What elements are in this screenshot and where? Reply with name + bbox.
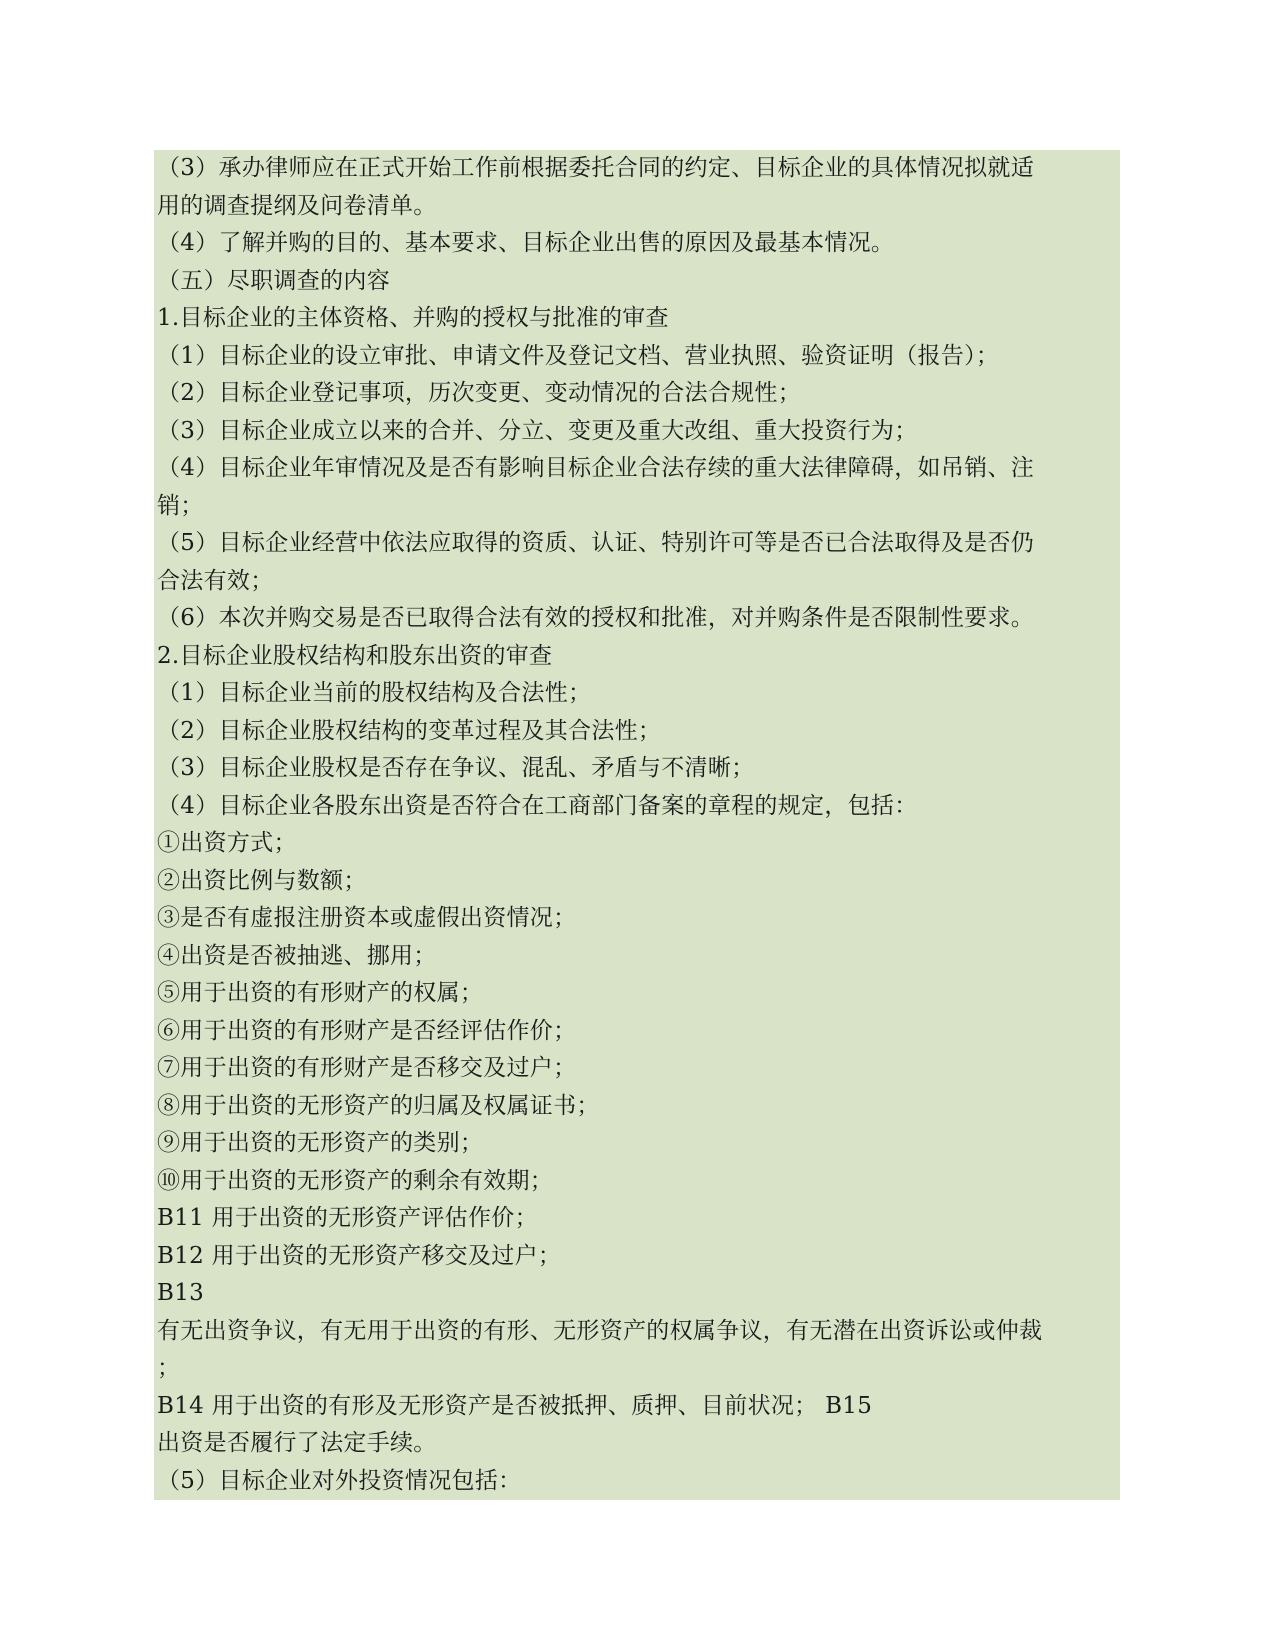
text-line: ⑨用于出资的无形资产的类别；: [157, 1130, 484, 1156]
text-line: ⑩用于出资的无形资产的剩余有效期；: [157, 1167, 554, 1194]
text-line: ④出资是否被抽逃、挪用；: [157, 942, 437, 969]
text-line: （4）了解并购的目的、基本要求、目标企业出售的原因及最基本情况。: [157, 230, 895, 256]
text-line: B12 用于出资的无形资产移交及过户；: [157, 1242, 562, 1269]
text-line: （4）目标企业年审情况及是否有影响目标企业合法存续的重大法律障碍，如吊销、注: [157, 455, 1035, 481]
text-line: ③是否有虚报注册资本或虚假出资情况；: [157, 905, 577, 931]
text-line: （4）目标企业各股东出资是否符合在工商部门备案的章程的规定，包括：: [157, 792, 918, 819]
text-line: ⑥用于出资的有形财产是否经评估作价；: [157, 1017, 577, 1044]
text-line: （6）本次并购交易是否已取得合法有效的授权和批准，对并购条件是否限制性要求。: [157, 605, 1035, 631]
text-line: ⑤用于出资的有形财产的权属；: [157, 980, 484, 1006]
text-line: （3）目标企业成立以来的合并、分立、变更及重大改组、重大投资行为；: [157, 417, 918, 444]
text-line: ；: [157, 1355, 181, 1381]
text-line: 出资是否履行了法定手续。: [157, 1430, 437, 1456]
text-line: （五）尽职调查的内容: [157, 267, 390, 294]
text-line: 有无出资争议，有无用于出资的有形、无形资产的权属争议，有无潜在出资诉讼或仲裁: [157, 1317, 1043, 1344]
document-body: [157, 150, 1117, 1500]
text-line: （5）目标企业对外投资情况包括：: [157, 1467, 522, 1494]
text-line: （1）目标企业的设立审批、申请文件及登记文档、营业执照、验资证明（报告）；: [157, 342, 1000, 369]
text-line: ⑦用于出资的有形财产是否移交及过户；: [157, 1055, 577, 1081]
text-line: （2）目标企业登记事项，历次变更、变动情况的合法合规性；: [157, 380, 802, 406]
text-line: ①出资方式；: [157, 830, 297, 856]
text-line: （3）承办律师应在正式开始工作前根据委托合同的约定、目标企业的具体情况拟就适: [157, 155, 1035, 181]
text-line: ⑧用于出资的无形资产的归属及权属证书；: [157, 1092, 600, 1119]
text-line: B14 用于出资的有形及无形资产是否被抵押、质押、目前状况； B15: [157, 1392, 873, 1419]
text-line: （3）目标企业股权是否存在争议、混乱、矛盾与不清晰；: [157, 755, 755, 781]
text-line: B13: [157, 1280, 205, 1306]
text-line: （5）目标企业经营中依法应取得的资质、认证、特别许可等是否已合法取得及是否仍: [157, 530, 1035, 556]
text-line: （1）目标企业当前的股权结构及合法性；: [157, 680, 592, 706]
text-line: 用的调查提纲及问卷清单。: [157, 192, 437, 219]
text-line: 合法有效；: [157, 567, 274, 594]
text-line: ②出资比例与数额；: [157, 867, 367, 894]
text-line: （2）目标企业股权结构的变革过程及其合法性；: [157, 717, 662, 744]
text-line: B11 用于出资的无形资产评估作价；: [157, 1205, 538, 1231]
text-line: 销；: [157, 492, 204, 519]
text-line: 2.目标企业股权结构和股东出资的审查: [157, 642, 553, 669]
text-line: 1.目标企业的主体资格、并购的授权与批准的审查: [157, 305, 669, 331]
